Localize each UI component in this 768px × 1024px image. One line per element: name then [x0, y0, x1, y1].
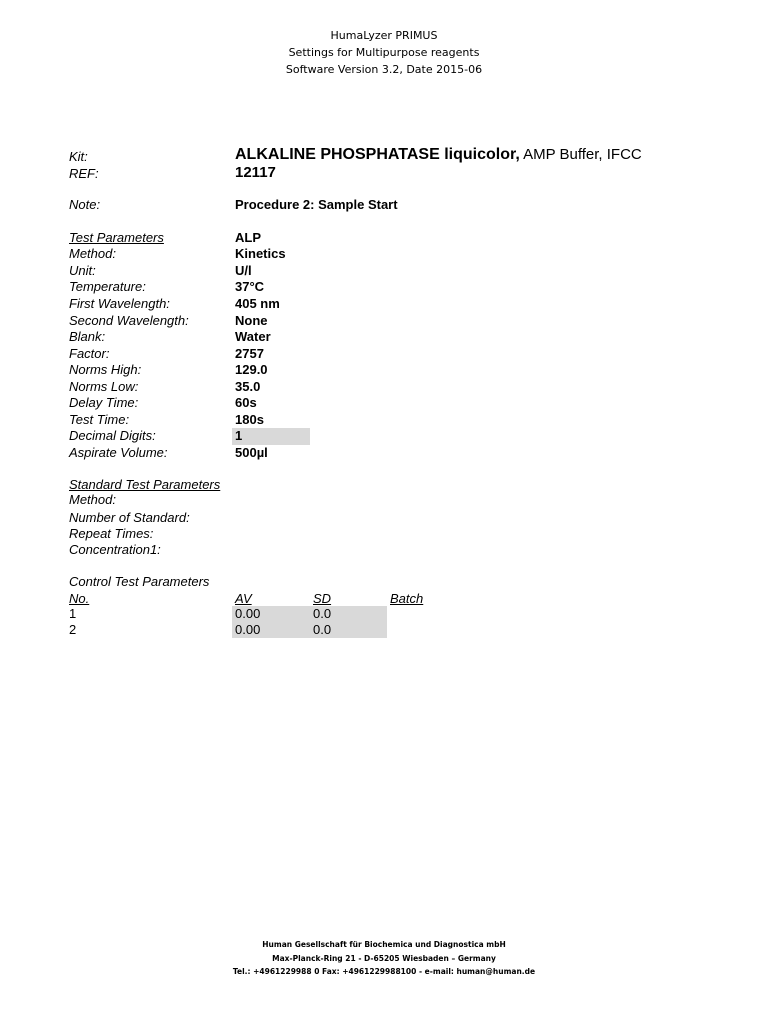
control-sd: 0.0: [313, 622, 332, 637]
param-value: 37°C: [235, 279, 265, 294]
standard-row-method: [0, 492, 768, 509]
control-av: 0.00: [235, 606, 261, 621]
standard-row-repeat: [0, 526, 768, 543]
footer-address: Max-Planck-Ring 21 - D-65205 Wiesbaden – Germany: [272, 953, 496, 963]
control-parameters-heading: Control Test Parameters: [69, 574, 210, 589]
param-value: 35.0: [235, 379, 261, 394]
note-row: [0, 197, 768, 214]
control-av: 0.00: [235, 622, 261, 637]
ref-value: 12117: [235, 164, 276, 181]
kit-label: Kit:: [69, 149, 88, 164]
param-label: Temperature:: [69, 279, 146, 294]
param-row-norms-high: [0, 362, 768, 379]
param-label: Unit:: [69, 263, 96, 278]
standard-label: Number of Standard:: [69, 510, 190, 525]
standard-label: Repeat Times:: [69, 526, 154, 541]
footer-contact: Tel.: +4961229988 0 Fax: +4961229988100 - e-mail: human@human.de: [232, 967, 536, 976]
kit-name: ALKALINE PHOSPHATASE liquicolor,: [235, 146, 520, 163]
col-header-av: AV: [235, 591, 252, 606]
param-value: U/l: [235, 263, 252, 278]
footer-company: Human Gesellschaft für Biochemica und Diagnostica mbH: [262, 940, 506, 949]
kit-row: [0, 147, 768, 164]
param-label: Method:: [69, 246, 116, 261]
note-label: Note:: [69, 197, 101, 212]
param-value: 60s: [235, 395, 257, 410]
param-row-temperature: [0, 279, 768, 296]
standard-row-number: [0, 510, 768, 527]
param-row-aspirate-volume: [0, 445, 768, 462]
kit-subtitle: AMP Buffer, IFCC: [519, 146, 642, 163]
standard-parameters-heading: Standard Test Parameters: [69, 477, 221, 492]
kit-value: [235, 146, 642, 164]
param-value: 129.0: [235, 362, 268, 377]
param-value: 500µl: [235, 445, 268, 460]
param-row-method: [0, 246, 768, 263]
col-header-no: No.: [69, 591, 90, 606]
control-sd: 0.0: [313, 606, 332, 621]
param-label: Delay Time:: [69, 395, 139, 410]
header-product: HumaLyzer PRIMUS: [330, 29, 438, 42]
param-row-test-time: [0, 412, 768, 429]
param-row-factor: [0, 346, 768, 363]
param-row-decimal-digits: [0, 428, 768, 445]
param-value: Kinetics: [235, 246, 286, 261]
param-row-second-wavelength: [0, 313, 768, 330]
param-row-norms-low: [0, 379, 768, 396]
header-subtitle: Settings for Multipurpose reagents: [288, 46, 480, 59]
document-header: [0, 27, 768, 78]
param-row-first-wavelength: [0, 296, 768, 313]
test-code: ALP: [235, 230, 261, 245]
param-label: Blank:: [69, 329, 106, 344]
control-no: 2: [69, 622, 77, 637]
test-parameters-heading-row: [0, 230, 768, 247]
document-footer: [0, 938, 768, 979]
param-row-unit: [0, 263, 768, 280]
ref-label: REF:: [69, 166, 99, 181]
table-row: [0, 606, 768, 623]
param-row-blank: [0, 329, 768, 346]
param-value: 2757: [235, 346, 264, 361]
note-value: Procedure 2: Sample Start: [235, 197, 398, 212]
control-no: 1: [69, 606, 77, 621]
standard-label: Concentration1:: [69, 542, 161, 557]
table-row: [0, 622, 768, 639]
ref-row: [0, 166, 768, 183]
param-value: 180s: [235, 412, 264, 427]
param-label: Test Time:: [69, 412, 130, 427]
header-version: Software Version 3.2, Date 2015-06: [285, 63, 483, 76]
control-parameters-heading-row: [0, 574, 768, 591]
param-value: 405 nm: [235, 296, 280, 311]
param-label: Second Wavelength:: [69, 313, 189, 328]
param-label: Factor:: [69, 346, 110, 361]
param-value: None: [235, 313, 268, 328]
test-parameters-heading: Test Parameters: [69, 230, 164, 245]
standard-row-concentration: [0, 542, 768, 559]
col-header-sd: SD: [313, 591, 332, 606]
param-label: Decimal Digits:: [69, 428, 156, 443]
param-label: Aspirate Volume:: [69, 445, 168, 460]
param-row-delay-time: [0, 395, 768, 412]
param-label: Norms Low:: [69, 379, 139, 394]
col-header-batch: Batch: [390, 591, 424, 606]
standard-label: Method:: [69, 492, 116, 507]
param-value: 1: [235, 428, 243, 443]
param-label: Norms High:: [69, 362, 142, 377]
param-value: Water: [235, 329, 271, 344]
param-label: First Wavelength:: [69, 296, 170, 311]
